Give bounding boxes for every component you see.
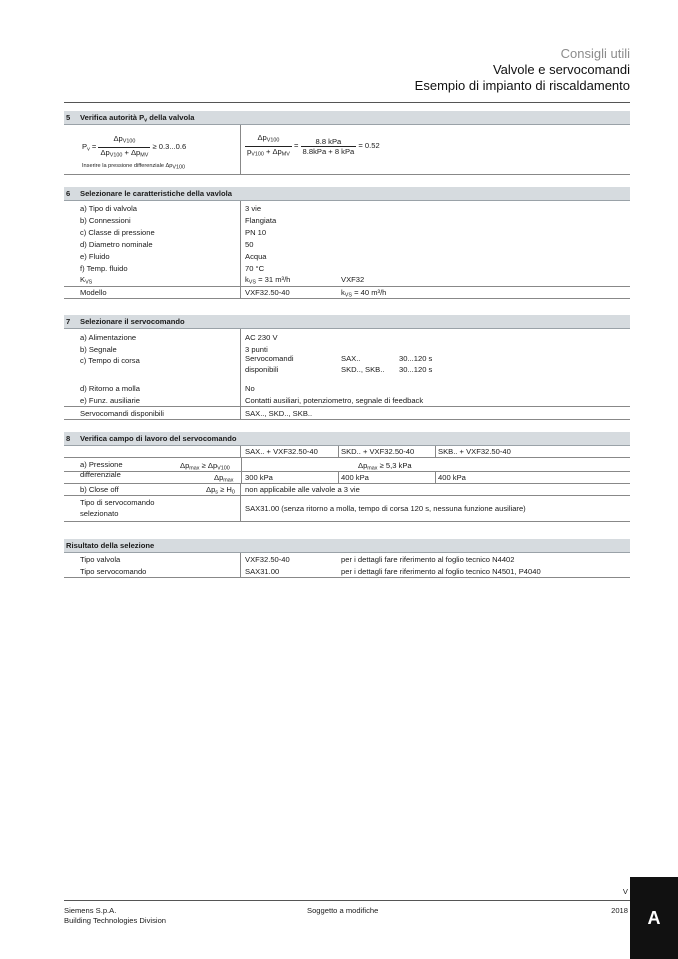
company-division: Building Technologies Division <box>64 916 167 925</box>
actuator-datasheet-note: per i dettagli fare riferimento al foglio tecnico N4501, P4040 <box>341 567 541 576</box>
valve-type-label: a) Tipo di valvola <box>80 204 137 213</box>
authority-range: ≥ 0.3...0.6 <box>152 142 187 151</box>
dp-symbol: Δp <box>180 461 190 470</box>
result-valve-row <box>64 553 630 566</box>
column-divider <box>435 472 436 483</box>
section-title: Verifica autorità P <box>80 113 145 122</box>
chapter-tab: A <box>630 877 678 959</box>
section-7-heading <box>64 315 630 329</box>
subscript: V100 <box>122 138 136 145</box>
left-column <box>64 446 241 457</box>
section-7 <box>64 315 630 420</box>
column-divider <box>338 472 339 483</box>
subscript: MV <box>281 151 290 157</box>
dp-max-skb: 400 kPa <box>438 473 466 482</box>
combination-skb: SKB.. + VXF32.50-40 <box>438 447 511 456</box>
available-actuators-value: SAX.., SKD.., SKB.. <box>245 409 313 418</box>
result-actuator-row <box>64 566 630 578</box>
authority-formula: $P_v$ = $\frac{\Delta p_{V100}}{\Delta p_{V100} + \Delta p_{MV}}$ ≥ 0.3...0.6 <box>82 134 187 158</box>
nominal-diameter-label: d) Diametro nominale <box>80 240 153 249</box>
header-category: Consigli utili <box>560 46 630 61</box>
available-actuators-label: Servocomandi disponibili <box>80 409 164 418</box>
column-divider <box>241 458 242 471</box>
dp-symbol: ≥ Δp <box>199 461 218 470</box>
actuator-type-label: Tipo servocomando <box>80 567 147 576</box>
kvs-symbol: k <box>245 275 249 284</box>
stroke-time-value-1: Servocomandi <box>245 354 294 363</box>
frac-den-plus: + Δp <box>122 147 141 157</box>
subscript: VS <box>248 279 256 286</box>
section-number: 7 <box>66 317 71 326</box>
section-5-heading <box>64 111 630 125</box>
subscript: V100 <box>109 152 123 158</box>
numeric-fraction <box>301 137 357 156</box>
section-8 <box>64 432 630 522</box>
stroke-model-1: SAX.. <box>341 354 361 363</box>
stroke-model-2: SKD.., SKB.. <box>341 365 385 374</box>
valve-characteristics <box>64 201 630 273</box>
subscript: max <box>223 477 234 484</box>
footer-year: 2018 <box>611 906 628 915</box>
authority-formula-row <box>64 125 630 175</box>
close-off-value: non applicabile alle valvole a 3 vie <box>245 485 360 494</box>
spring-return-value: No <box>245 384 255 393</box>
frac-den: p <box>247 146 252 156</box>
model-row <box>64 287 630 299</box>
page-number: V <box>622 887 628 896</box>
selected-actuator-label-2: selezionato <box>80 509 119 518</box>
pressure-class-value: PN 10 <box>245 228 267 237</box>
column-divider <box>241 472 242 483</box>
aux-functions-label: e) Funz. ausiliarie <box>80 396 140 405</box>
condition-amount: ≥ 5,3 kPa <box>377 461 412 470</box>
section-6 <box>64 187 630 299</box>
combination-sax: SAX.. + VXF32.50-40 <box>245 447 318 456</box>
kvs-series: VXF32 <box>341 275 365 284</box>
fluid-value: Acqua <box>245 252 267 261</box>
subscript: V100 <box>217 465 230 472</box>
subscript: V100 <box>172 164 185 171</box>
aux-functions-row <box>64 395 630 407</box>
selected-actuator-value: SAX31.00 (senza ritorno a molla, tempo di corsa 120 s, nessuna funzione ausiliare) <box>245 504 526 513</box>
close-off-label: b) Close off <box>80 485 119 494</box>
subscript: max <box>367 465 378 472</box>
kvs-amount: = 31 m³/h <box>256 275 291 284</box>
model-value: VXF32.50-40 <box>245 288 290 297</box>
subscript: V100 <box>251 151 264 157</box>
section-number: 6 <box>66 189 71 198</box>
kvs-symbol: K <box>80 275 86 284</box>
section-5 <box>64 111 630 175</box>
stroke-time-1: 30...120 s <box>399 354 433 363</box>
section-title: Selezionare le caratteristiche della vavlola <box>80 189 232 198</box>
header-subtitle: Esempio di impianto di riscaldamento <box>414 78 630 93</box>
frac-num: Δp <box>257 133 267 142</box>
valve-type-value: VXF32.50-40 <box>245 555 290 564</box>
subscript: V100 <box>266 137 280 144</box>
combination-skd: SKD.. + VXF32.50-40 <box>341 447 415 456</box>
selected-actuator-row <box>64 496 630 522</box>
kvs-symbol: k <box>341 288 345 297</box>
selected-actuator-label-1: Tipo di servocomando <box>80 498 155 507</box>
column-divider <box>338 446 339 457</box>
valve-type-value: 3 vie <box>245 204 262 213</box>
kvs-row <box>64 273 630 287</box>
subscript: s <box>215 489 218 496</box>
dp-symbol: Δp <box>214 473 224 482</box>
section-title-rest: della valvola <box>147 113 195 122</box>
subscript: v <box>87 146 90 153</box>
subscript: VS <box>344 292 352 299</box>
pressure-condition-row <box>64 458 630 472</box>
footer-note: Soggetto a modifiche <box>307 906 379 915</box>
frac-den-plus: + Δp <box>263 146 282 156</box>
dp-symbol: Δp <box>358 461 368 470</box>
dp-symbol: Δp <box>206 485 216 494</box>
power-supply-label: a) Alimentazione <box>80 333 137 342</box>
signal-value: 3 punti <box>245 345 268 354</box>
frac-den: 8.8kPa + 8 kPa <box>302 146 355 156</box>
subscript: VS <box>85 279 93 286</box>
dp-max-row <box>64 472 630 484</box>
pressure-class-label: c) Classe di pressione <box>80 228 155 237</box>
result-heading: Risultato della selezione <box>64 539 630 553</box>
valve-datasheet-note: per i dettagli fare riferimento al foglio tecnico N4402 <box>341 555 515 564</box>
section-title: Verifica campo di lavoro del servocomando <box>80 434 237 443</box>
subscript: 0 <box>231 489 235 496</box>
symbolic-fraction <box>245 133 292 159</box>
close-off-row <box>64 484 630 496</box>
aux-functions-value: Contatti ausiliari, potenziometro, segnale di feedback <box>245 396 424 405</box>
section-number: 8 <box>66 434 71 443</box>
power-supply-value: AC 230 V <box>245 333 278 342</box>
frac-den: Δp <box>100 147 110 157</box>
combination-header-row <box>64 446 630 458</box>
header-title: Valvole e servocomandi <box>492 62 630 77</box>
dp-max-skd: 400 kPa <box>341 473 369 482</box>
note-text: Inserire la pressione differenziale Δp <box>82 163 173 169</box>
model-kvs <box>341 287 386 302</box>
formula-lhs: P <box>82 142 88 151</box>
stroke-time-label: c) Tempo di corsa <box>80 356 140 365</box>
input-note <box>82 161 185 174</box>
signal-label: b) Segnale <box>80 345 117 354</box>
subscript: v <box>144 117 148 124</box>
page-header <box>415 46 630 94</box>
authority-result: = 0.52 <box>358 141 380 150</box>
actuator-type-value: SAX31.00 <box>245 567 280 576</box>
spring-return-label: d) Ritorno a molla <box>80 384 140 393</box>
footer-divider <box>64 900 630 901</box>
nominal-diameter-value: 50 <box>245 240 254 249</box>
dp-max-sax: 300 kPa <box>245 473 273 482</box>
result-section <box>64 539 630 578</box>
available-actuators-row <box>64 407 630 420</box>
actuator-requirements <box>64 329 630 395</box>
stroke-time-2: 30...120 s <box>399 365 433 374</box>
connections-value: Flangiata <box>245 216 277 225</box>
subscript: MV <box>140 152 149 158</box>
frac-num: Δp <box>113 134 123 143</box>
diff-pressure-label-1: a) Pressione <box>80 460 123 469</box>
authority-calculation: $\frac{\Delta p_{V100}}{p_{V100} + \Delta p_{MV}}$ = $\frac{\text{8.8 kPa}}{\text{8.8kPa + 8 kPa}}$ = 0.52 <box>247 133 380 157</box>
connections-label: b) Connessioni <box>80 216 131 225</box>
valve-type-label: Tipo valvola <box>80 555 121 564</box>
section-number: 5 <box>66 113 71 122</box>
column-divider <box>435 446 436 457</box>
stroke-time-value-2: disponibili <box>245 365 279 374</box>
fluid-temp-label: f) Temp. fluido <box>80 264 128 273</box>
model-label: Modello <box>80 288 107 297</box>
section-title: Selezionare il servocomando <box>80 317 185 326</box>
fluid-temp-value: 70 °C <box>245 264 265 273</box>
head-symbol: ≥ H <box>218 485 232 494</box>
kvs-amount: = 40 m³/h <box>352 288 387 297</box>
frac-num: 8.8 kPa <box>301 137 357 147</box>
section-6-heading <box>64 187 630 201</box>
company-name: Siemens S.p.A. <box>64 906 117 915</box>
authority-fraction <box>98 134 150 160</box>
fluid-label: e) Fluido <box>80 252 110 261</box>
footer-company <box>64 906 166 926</box>
diff-pressure-label-2: differenziale <box>80 470 121 479</box>
subscript: max <box>189 465 200 472</box>
section-8-heading <box>64 432 630 446</box>
header-divider <box>64 102 630 103</box>
